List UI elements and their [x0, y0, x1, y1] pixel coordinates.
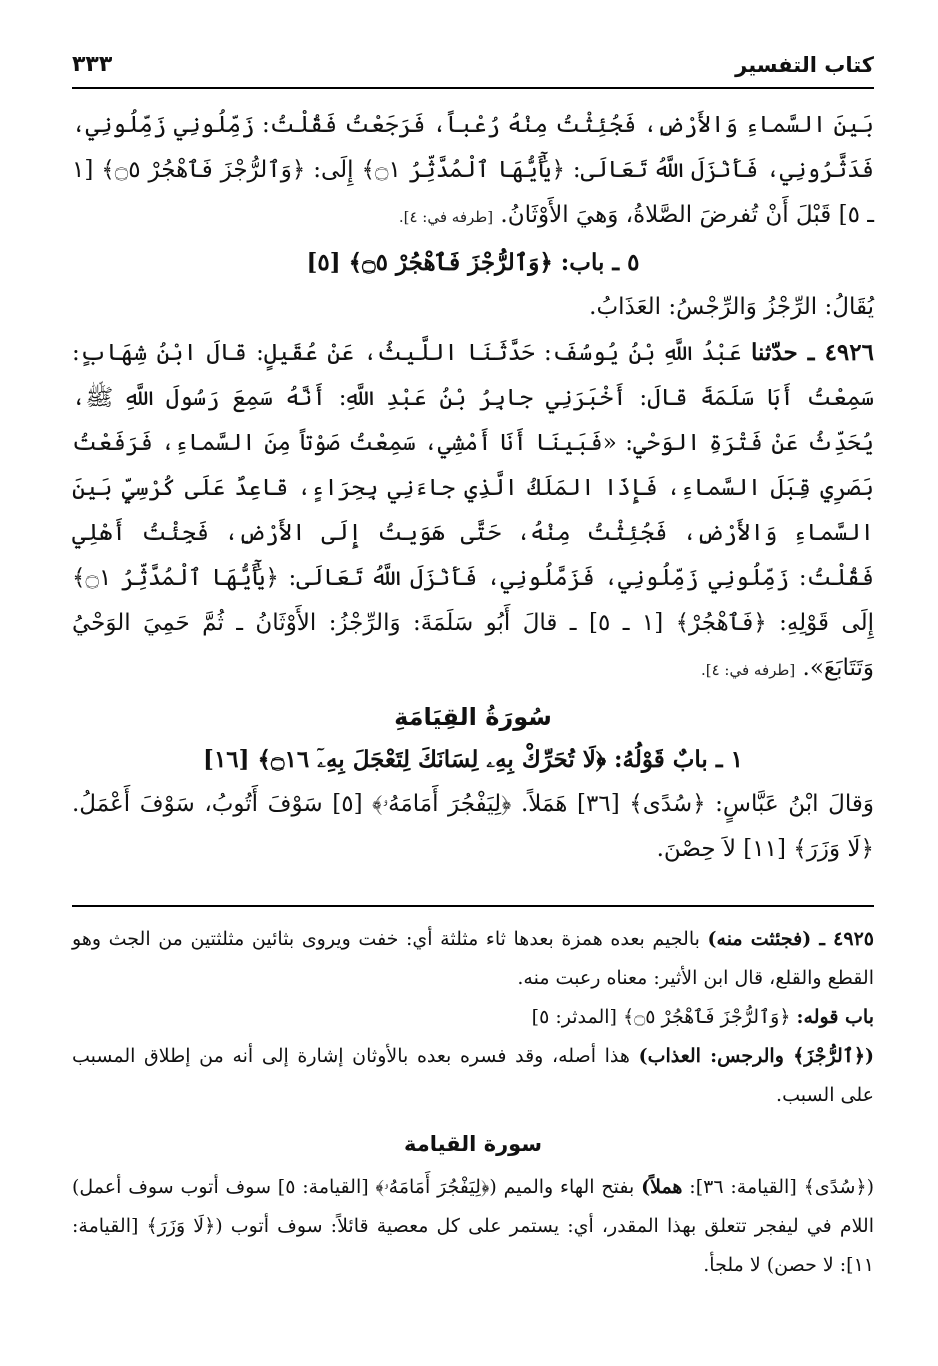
- note-2: [72, 998, 874, 1037]
- note-1-text: بالجيم بعده همزة بعدها ثاء مثلثة أي: خفت ويروى بثائين مثلثتين من الجث وهو القطع والقلع، قال ابن الأثير: معناه رعبت منه.: [72, 928, 874, 989]
- note-3-text: هذا أصله، وقد فسره بعده بالأوثان إشارة إلى أنه من إطلاق المسبب على السبب.: [72, 1045, 874, 1106]
- chapter-heading-1: ١ ـ بابٌ قَوْلُهُ: ﴿لَا تُحَرِّكْ بِهِۦ لِسَانَكَ لِتَعْجَلَ بِهِۦٓ ۝١٦﴾ [١٦]: [203, 746, 743, 773]
- paragraph-1-text: بَينَ السَّماءِ وَالأَرْضِ، فَجُئِثْتُ مِنْهُ رُعْباً، فَرَجَعْتُ فَقُلْتُ: زَمِّلُونِي زَمِّلُونِي، فَدَثَّرُونِي، فَأَنْزَلَ اللَّهُ تَعَالَى: ﴿يَٰٓأَيُّهَا ٱلْمُدَّثِّرُ ۝١﴾ إِلَى: ﴿وَٱلرُّجْزَ فَٱهْجُرْ ۝٥﴾ [١ ـ ٥] قَبْلَ أَنْ تُفرضَ الصَّلاةُ، وَهيَ الأَوْثَانُ.: [72, 112, 875, 228]
- note-1: [72, 920, 874, 998]
- hadith-text: عَبْدُ اللَّهِ بْنُ يُوسُفَ: حَدَّثَنَا اللَّيثُ، عَنْ عُقَيلٍ: قالَ ابْنُ شِهَابٍ: سَمِعْتُ أَبَا سَلَمَةَ قالَ: أَخْبَرَنِي جابِرُ بْنُ عَبْدِ اللَّهِ: أَنَّهُ سَمِعَ رَسُولَ اللَّهِ ﷺ، يُحَدِّثُ عَنْ فَتْرَةِ الوَحْيِ: «فَبَينَا أَنَا أَمْشِي، سَمِعْتُ صَوْتاً مِنَ السَّماءِ، فَرَفَعْتُ بَصَرِي قِبَلَ السَّماءِ، فَإِذَا المَلَكُ الَّذِي جاءَنِي بِحِرَاءٍ، قاعِدٌ عَلَى كُرْسِيٍّ بَينَ السَّماءِ وَالأَرْضِ، فَجُئِثْتُ مِنْهُ، حَتَّى هَوَيتُ إِلَى الأَرْضِ، فَجِئْتُ أَهْلِي فَقُلْتُ: زَمِّلُونِي زَمِّلُونِي، فَزَمَّلُونِي، فَأَنْزَلَ اللَّهُ تَعَالَى: ﴿يَٰٓأَيُّهَا ٱلْمُدَّثِّرُ ۝١﴾ إِلَى قَوْلِهِ: ﴿فَٱهْجُرْ﴾ [١ ـ ٥] ـ قالَ أَبُو سَلَمَةَ: وَالرِّجْزُ: الأَوْثَانُ ـ ثُمَّ حَمِيَ الوَحْيُ وَتَتَابَعَ».: [72, 340, 874, 681]
- footnotes: [72, 920, 874, 1285]
- page-number: ٣٣٣: [72, 52, 113, 77]
- note-2-text: ﴿وَٱلرُّجْزَ فَٱهْجُرْ ۝٥﴾ [المدثر: ٥]: [531, 1006, 791, 1028]
- chapter-heading-5: ٥ ـ باب: ﴿وَٱلرُّجْزَ فَٱهْجُرْ ۝٥﴾ [٥]: [306, 249, 640, 276]
- note-4: [72, 1168, 874, 1285]
- page: [72, 52, 874, 872]
- hadith-number: ٤٩٢٦ ـ حدّثنا: [751, 339, 874, 366]
- page-header: [72, 52, 874, 89]
- hadith-4926: [72, 330, 874, 693]
- cross-reference: [طرفه في: ٤].: [398, 208, 494, 226]
- main-text: [72, 103, 874, 872]
- paragraph-1: [72, 103, 874, 240]
- note-number: ٤٩٢٥ ـ (فجئثت منه): [707, 928, 874, 950]
- book-title: كتاب التفسير: [735, 53, 874, 77]
- note-surah-title: سورة القيامة: [403, 1132, 542, 1156]
- surah-title: سُورَةُ القِيَامَةِ: [394, 703, 552, 731]
- cross-reference: [طرفه في: ٤].: [700, 661, 796, 679]
- note-4-a: (﴿سُدًى﴾ [القيامة: ٣٦]:: [689, 1176, 875, 1198]
- paragraph-2: يُقَالُ: الرِّجْزُ وَالرِّجْسُ: العَذَابُ.: [589, 294, 874, 320]
- footnote-divider: [72, 905, 874, 907]
- note-4-b: بفتح الهاء والميم (﴿لِيَفْجُرَ أَمَامَهُۥ﴾ [القيامة: ٥] سوف أتوب سوف أعمل) اللام في ليفجر تتعلق بهذا المقدر، أي: يستمر على كل معصية قائلاً: سوف أتوب (﴿لَا وَزَرَ﴾ [القيامة: ١١]: لا حصن) لا ملجأ.: [72, 1176, 874, 1276]
- paragraph-4: وَقالَ ابْنُ عَبَّاسٍ: ﴿سُدًى﴾ [٣٦] هَمَلاً. ﴿لِيَفْجُرَ أَمَامَهُۥ﴾ [٥] سَوْفَ أَتُوبُ، سَوْفَ أَعْمَلُ. ﴿لَا وَزَرَ﴾ [١١] لاَ حِصْنَ.: [72, 791, 874, 862]
- note-4-bold: هملاً): [641, 1176, 683, 1198]
- note-3-bold: (﴿ٱلرُّجْزَ﴾ والرجس: العذاب): [638, 1045, 874, 1067]
- note-bab: باب قوله:: [796, 1006, 874, 1028]
- note-3: [72, 1037, 874, 1115]
